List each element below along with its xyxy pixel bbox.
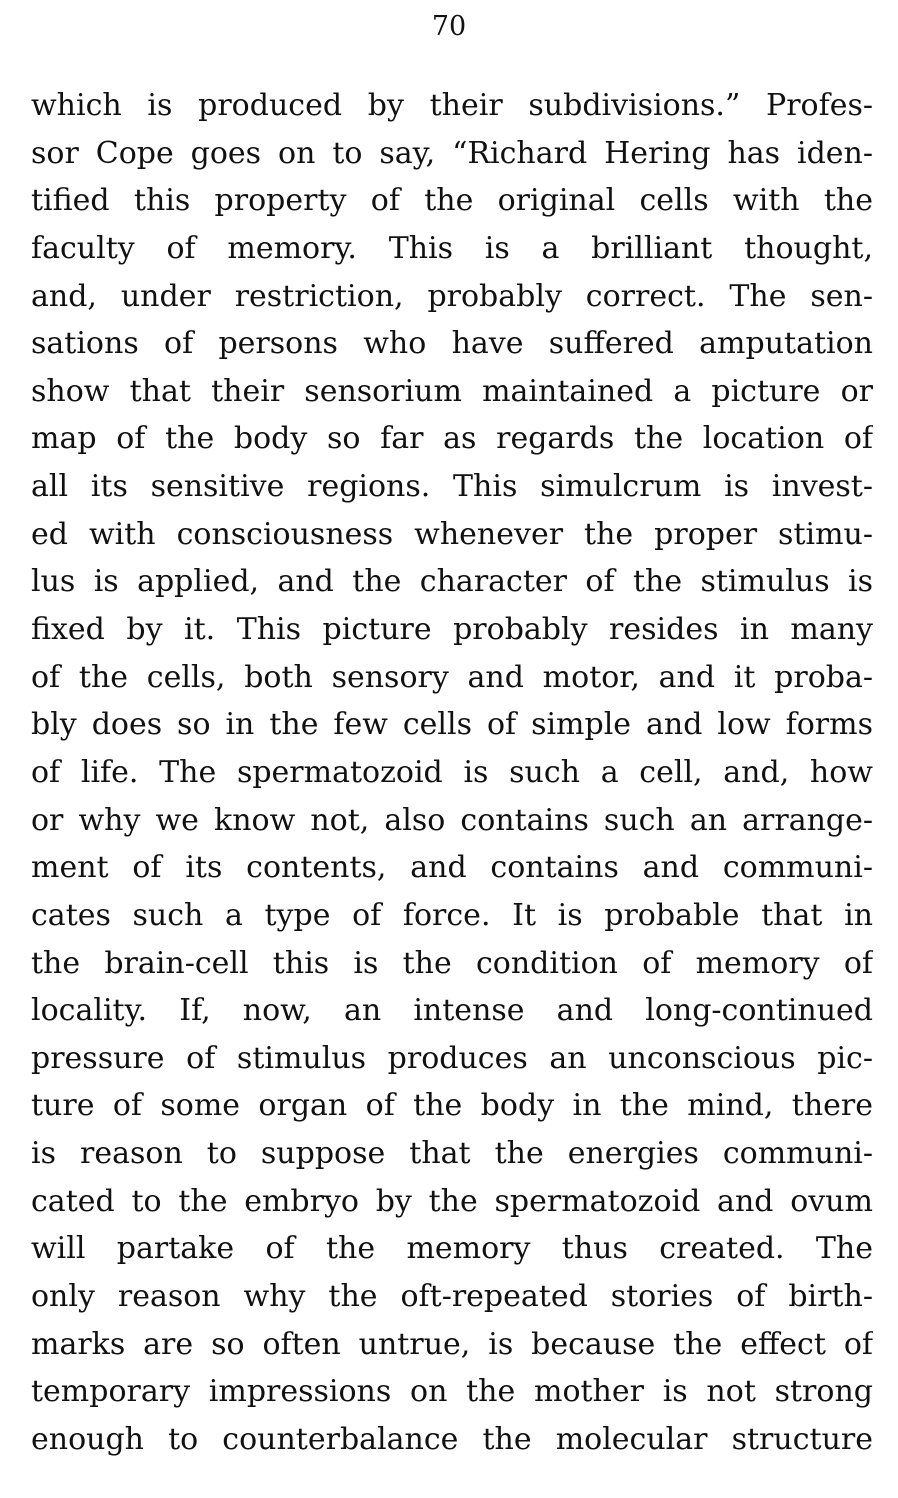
- text-line: faculty of memory. This is a brilliant thought,: [31, 230, 873, 266]
- text-line: bly does so in the few cells of simple and low forms: [31, 707, 873, 743]
- text-line: lus is applied, and the character of the stimulus is: [31, 564, 873, 600]
- body-text: [31, 82, 873, 1464]
- text-line: map of the body so far as regards the location of: [31, 421, 873, 457]
- text-line: cates such a type of force. It is probable that in: [31, 897, 873, 933]
- text-line: ture of some organ of the body in the mind, there: [31, 1088, 873, 1124]
- text-line: or why we know not, also contains such an arrange-: [31, 802, 873, 838]
- text-line: show that their sensorium maintained a picture or: [31, 373, 873, 409]
- text-line: sor Cope goes on to say, “Richard Hering has iden-: [31, 135, 873, 171]
- text-line: tified this property of the original cells with the: [31, 183, 873, 219]
- text-line: and, under restriction, probably correct. The sen-: [31, 278, 873, 314]
- text-line: of life. The spermatozoid is such a cell, and, how: [31, 754, 873, 790]
- text-line: enough to counterbalance the molecular structure: [31, 1421, 873, 1457]
- text-line: all its sensitive regions. This simulcrum is invest-: [31, 469, 873, 505]
- text-line: cated to the embryo by the spermatozoid and ovum: [31, 1183, 873, 1219]
- text-line: which is produced by their subdivisions.” Profes-: [31, 88, 873, 123]
- text-line: pressure of stimulus produces an unconscious pic-: [31, 1040, 873, 1076]
- text-line: ed with consciousness whenever the proper stimu-: [31, 516, 873, 552]
- text-line: of the cells, both sensory and motor, and it proba-: [31, 659, 873, 695]
- text-line: the brain-cell this is the condition of memory of: [31, 945, 873, 981]
- text-line: ment of its contents, and contains and communi-: [31, 850, 873, 886]
- text-line: locality. If, now, an intense and long-continued: [31, 993, 873, 1029]
- text-line: is reason to suppose that the energies communi-: [31, 1136, 873, 1172]
- text-line: temporary impressions on the mother is not strong: [31, 1374, 873, 1410]
- text-line: sations of persons who have suffered amputation: [31, 326, 873, 362]
- text-line: will partake of the memory thus created. The: [31, 1231, 873, 1267]
- text-line: fixed by it. This picture probably resides in many: [31, 612, 873, 648]
- page-number: 70: [431, 11, 467, 42]
- text-line: only reason why the oft-repeated stories of birth-: [31, 1279, 873, 1315]
- text-line: marks are so often untrue, is because the effect of: [31, 1326, 873, 1362]
